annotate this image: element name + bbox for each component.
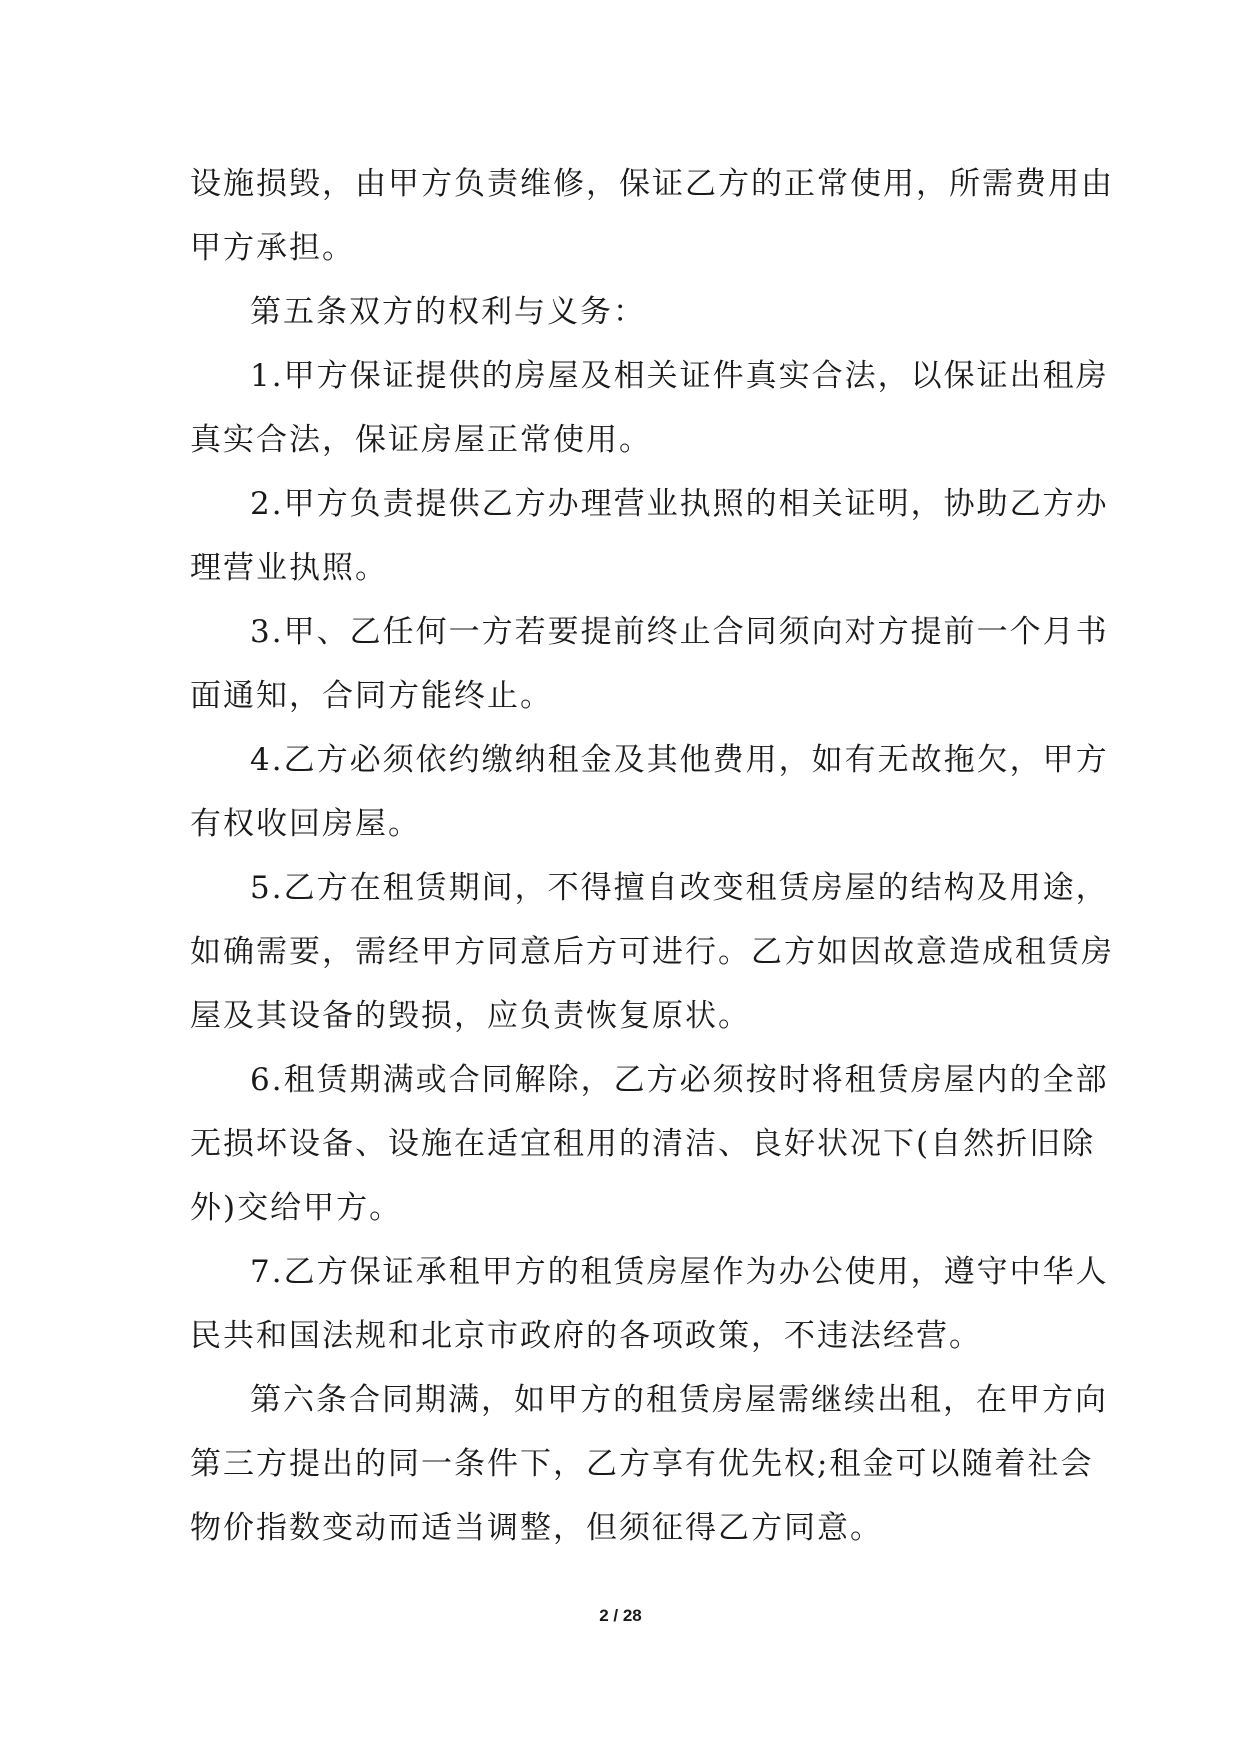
text-line: 6.租赁期满或合同解除，乙方必须按时将租赁房屋内的全部: [250, 1062, 1109, 1098]
section-heading: 第五条双方的权利与义务：: [250, 294, 646, 330]
text-line: 设施损毁，由甲方负责维修，保证乙方的正常使用，所需费用由: [190, 166, 1114, 202]
page-number: 2 / 28: [599, 1606, 642, 1625]
text-line: 5.乙方在租赁期间，不得擅自改变租赁房屋的结构及用途，: [250, 870, 1109, 906]
text-line: 7.乙方保证承租甲方的租赁房屋作为办公使用，遵守中华人: [250, 1254, 1109, 1290]
section-heading: 第六条合同期满，如甲方的租赁房屋需继续出租，在甲方向: [250, 1382, 1108, 1418]
text-line: 4.乙方必须依约缴纳租金及其他费用，如有无故拖欠，甲方: [250, 742, 1109, 778]
text-line: 外)交给甲方。: [190, 1190, 403, 1226]
text-line: 面通知，合同方能终止。: [190, 678, 553, 714]
text-line: 有权收回房屋。: [190, 806, 421, 842]
text-line: 如确需要，需经甲方同意后方可进行。乙方如因故意造成租赁房: [190, 934, 1114, 970]
text-line: 民共和国法规和北京市政府的各项政策，不违法经营。: [190, 1318, 982, 1354]
text-line: 真实合法，保证房屋正常使用。: [190, 422, 652, 458]
text-line: 甲方承担。: [190, 230, 355, 266]
text-line: 无损坏设备、设施在适宜租用的清洁、良好状况下(自然折旧除: [190, 1126, 1096, 1162]
text-line: 第三方提出的同一条件下，乙方享有优先权;租金可以随着社会: [190, 1446, 1094, 1482]
text-line: 物价指数变动而适当调整，但须征得乙方同意。: [190, 1510, 883, 1546]
text-line: 屋及其设备的毁损，应负责恢复原状。: [190, 998, 751, 1034]
text-line: 1.甲方保证提供的房屋及相关证件真实合法，以保证出租房: [250, 358, 1109, 394]
text-line: 3.甲、乙任何一方若要提前终止合同须向对方提前一个月书: [250, 614, 1109, 650]
text-line: 理营业执照。: [190, 550, 388, 586]
text-line: 2.甲方负责提供乙方办理营业执照的相关证明，协助乙方办: [250, 486, 1109, 522]
